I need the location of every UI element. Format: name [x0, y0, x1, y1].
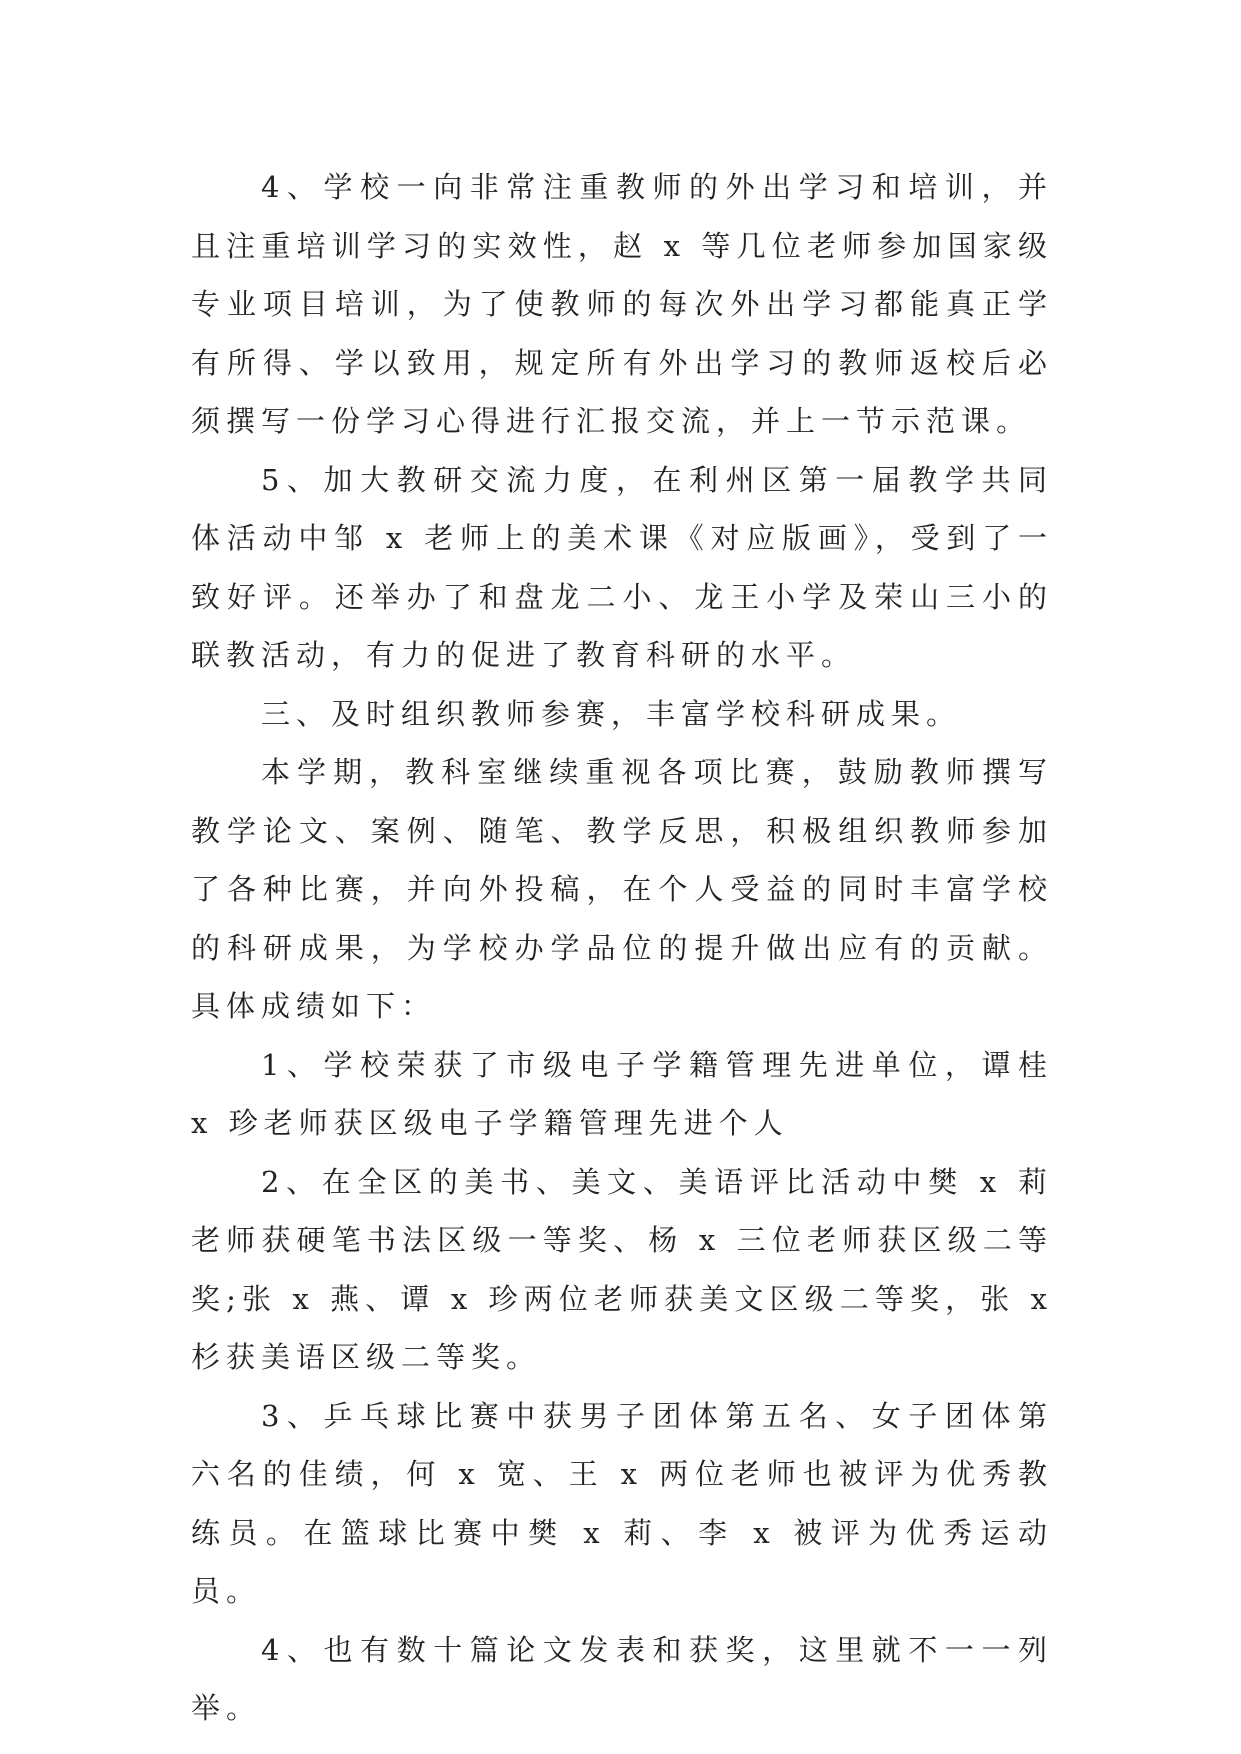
paragraph-semester-summary: 本学期，教科室继续重视各项比赛，鼓励教师撰写教学论文、案例、随笔、教学反思，积极组织教师参加了各种比赛，并向外投稿，在个人受益的同时丰富学校的科研成果，为学校办学品位的提升做出应有的贡献。具体成绩如下： [191, 755, 1053, 1023]
paragraph-award-4: 4、也有数十篇论文发表和获奖，这里就不一一列举。 [191, 1632, 1053, 1725]
section-heading-competitions: 三、及时组织教师参赛，丰富学校科研成果。 [261, 696, 962, 731]
paragraph-teaching-exchange: 5、加大教研交流力度，在利州区第一届教学共同体活动中邹 x 老师上的美术课《对应版画》，受到了一致好评。还举办了和盘龙二小、龙王小学及荣山三小的联教活动，有力的促进了教育科研的水平。 [191, 462, 1053, 672]
paragraph-award-2: 2、在全区的美书、美文、美语评比活动中樊 x 莉老师获硬笔书法区级一等奖、杨 x 三位老师获区级二等奖;张 x 燕、谭 x 珍两位老师获美文区级二等奖，张 x 杉获美语区级二等奖。 [191, 1164, 1053, 1374]
paragraph-training: 4、学校一向非常注重教师的外出学习和培训，并且注重培训学习的实效性，赵 x 等几位老师参加国家级专业项目培训，为了使教师的每次外出学习都能真正学有所得、学以致用，规定所有外出学习的教师返校后必须撰写一份学习心得进行汇报交流，并上一节示范课。 [191, 170, 1053, 438]
paragraph-award-1: 1、学校荣获了市级电子学籍管理先进单位，谭桂 x 珍老师获区级电子学籍管理先进个人 [191, 1047, 1053, 1140]
paragraph-award-3: 3、乒乓球比赛中获男子团体第五名、女子团体第六名的佳绩，何 x 宽、王 x 两位老师也被评为优秀教练员。在篮球比赛中樊 x 莉、李 x 被评为优秀运动员。 [191, 1398, 1053, 1608]
